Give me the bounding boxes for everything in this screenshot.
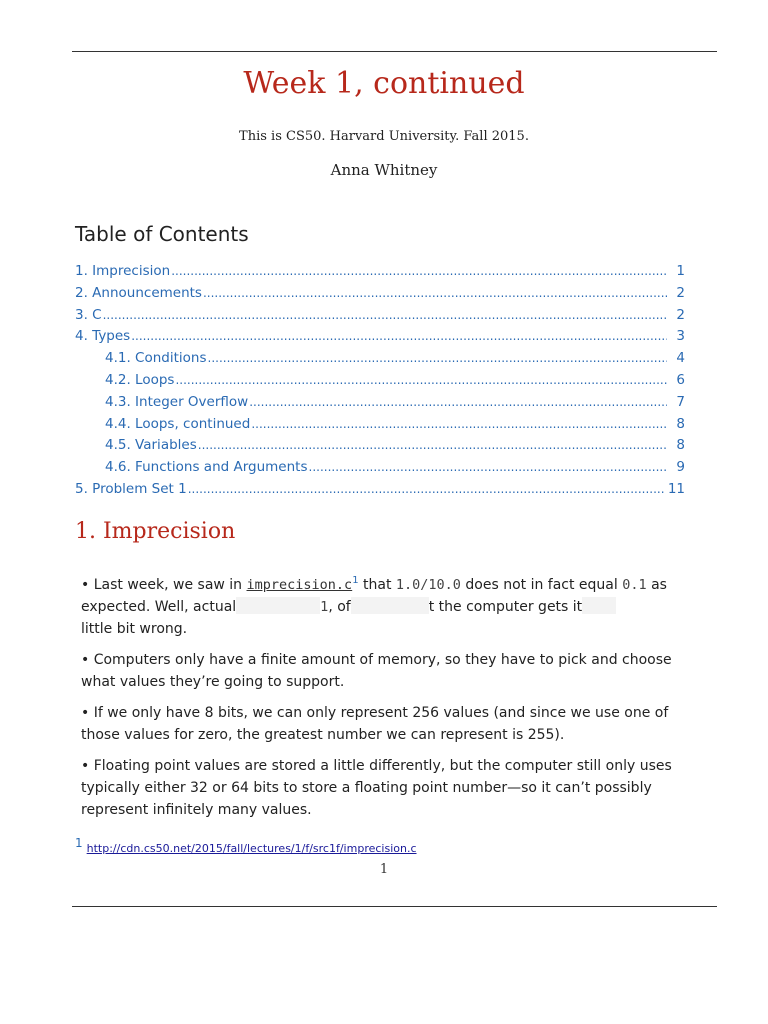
toc-entry-label[interactable]: 5. Problem Set 1	[75, 480, 187, 497]
toc-entry-label[interactable]: 4.2. Loops	[105, 371, 175, 388]
toc-entry-page[interactable]: 6	[676, 371, 685, 388]
toc-leader	[251, 417, 667, 431]
section-body	[81, 570, 701, 830]
toc-entry-imprecision[interactable]	[75, 263, 685, 285]
toc-entry-announcements[interactable]	[75, 285, 685, 307]
toc-entry-label[interactable]: 4.5. Variables	[105, 437, 197, 454]
toc-leader	[131, 329, 667, 343]
toc-leader	[175, 373, 667, 387]
toc-entry-functions-arguments[interactable]	[75, 459, 685, 481]
footnote	[75, 836, 417, 855]
redacted-text	[582, 597, 616, 614]
paragraph-text: little bit wrong.	[81, 621, 188, 637]
imprecision-c-link[interactable]: imprecision.c	[246, 577, 353, 593]
page-title: Week 1, continued	[243, 66, 525, 101]
toc-leader	[188, 482, 664, 496]
toc-entry-page[interactable]: 11	[667, 480, 685, 497]
toc-leader	[208, 351, 667, 365]
toc-leader	[103, 308, 667, 322]
toc-entry-page[interactable]: 4	[676, 350, 685, 367]
toc-entry-integer-overflow[interactable]	[75, 394, 685, 416]
toc-entry-loops[interactable]	[75, 372, 685, 394]
bottom-rule	[72, 906, 717, 907]
toc-entry-loops-continued[interactable]	[75, 416, 685, 438]
top-rule	[72, 51, 717, 52]
toc-leader	[249, 395, 667, 409]
footnote-number: 1	[75, 836, 83, 850]
footnote-link[interactable]: http://cdn.cs50.net/2015/fall/lectures/1/f/src1f/imprecision.c	[86, 842, 417, 855]
paragraph-text: does not in fact equal	[460, 577, 623, 593]
section-heading-imprecision: 1. Imprecision	[75, 519, 236, 544]
toc-entry-label[interactable]: 3. C	[75, 306, 102, 323]
toc-entry-types[interactable]	[75, 328, 685, 350]
redacted-text	[351, 597, 429, 614]
toc-entry-page[interactable]: 2	[676, 284, 685, 301]
toc-entry-page[interactable]: 9	[676, 459, 685, 476]
author-name: Anna Whitney	[330, 161, 438, 179]
page-number: 1	[379, 862, 389, 877]
toc-leader	[171, 264, 667, 278]
toc-entry-label[interactable]: 4.1. Conditions	[105, 350, 207, 367]
paragraph-8-bits: • If we only have 8 bits, we can only represent 256 values (and since we use one of those values for zero, the greatest number we can represent is 255).	[81, 705, 669, 743]
inline-code: 1.0/10.0	[395, 577, 461, 593]
toc-entry-page[interactable]: 1	[676, 263, 685, 279]
toc-entry-label[interactable]: 4.4. Loops, continued	[105, 415, 251, 432]
toc-entry-page[interactable]: 2	[676, 306, 685, 323]
paragraph-text: t the computer gets it	[428, 599, 583, 615]
paragraph-imprecision	[81, 570, 701, 640]
toc-entry-page[interactable]: 8	[676, 415, 685, 432]
course-subtitle: This is CS50. Harvard University. Fall 2015.	[239, 129, 529, 144]
toc-entry-page[interactable]: 3	[676, 328, 685, 345]
paragraph-text: that	[358, 577, 396, 593]
toc-leader	[309, 460, 668, 474]
toc-entry-label[interactable]: 2. Announcements	[75, 284, 202, 301]
toc-entry-page[interactable]: 8	[676, 437, 685, 454]
table-of-contents	[75, 263, 685, 503]
toc-entry-page[interactable]: 7	[676, 393, 685, 410]
toc-entry-variables[interactable]	[75, 437, 685, 459]
toc-entry-conditions[interactable]	[75, 350, 685, 372]
toc-leader	[198, 438, 667, 452]
toc-heading: Table of Contents	[75, 222, 249, 246]
redacted-text	[236, 597, 320, 614]
toc-entry-label[interactable]: 4. Types	[75, 328, 131, 345]
paragraph-text: as expected. Well, actual	[81, 577, 667, 615]
paragraph-text: • Last week, we saw in	[81, 577, 247, 593]
toc-entry-label[interactable]: 4.6. Functions and Arguments	[105, 459, 308, 476]
toc-entry-label[interactable]: 1. Imprecision	[75, 263, 171, 279]
paragraph-floating-point: • Floating point values are stored a little differently, but the computer still only uses typically either 32 or 64 bits to store a floating point number—so it can’t possibly represent infinitely many values.	[81, 758, 672, 818]
paragraph-finite-memory: • Computers only have a finite amount of memory, so they have to pick and choose what values they’re going to support.	[81, 652, 672, 690]
toc-leader	[203, 286, 667, 300]
inline-code: 0.1	[622, 577, 647, 593]
inline-code: 1	[320, 599, 329, 615]
footnote-ref[interactable]: 1	[352, 575, 359, 586]
toc-entry-label[interactable]: 4.3. Integer Overflow	[105, 393, 249, 410]
paragraph-text: , of	[328, 599, 351, 615]
toc-entry-c[interactable]	[75, 307, 685, 329]
toc-entry-problem-set-1[interactable]	[75, 481, 685, 503]
